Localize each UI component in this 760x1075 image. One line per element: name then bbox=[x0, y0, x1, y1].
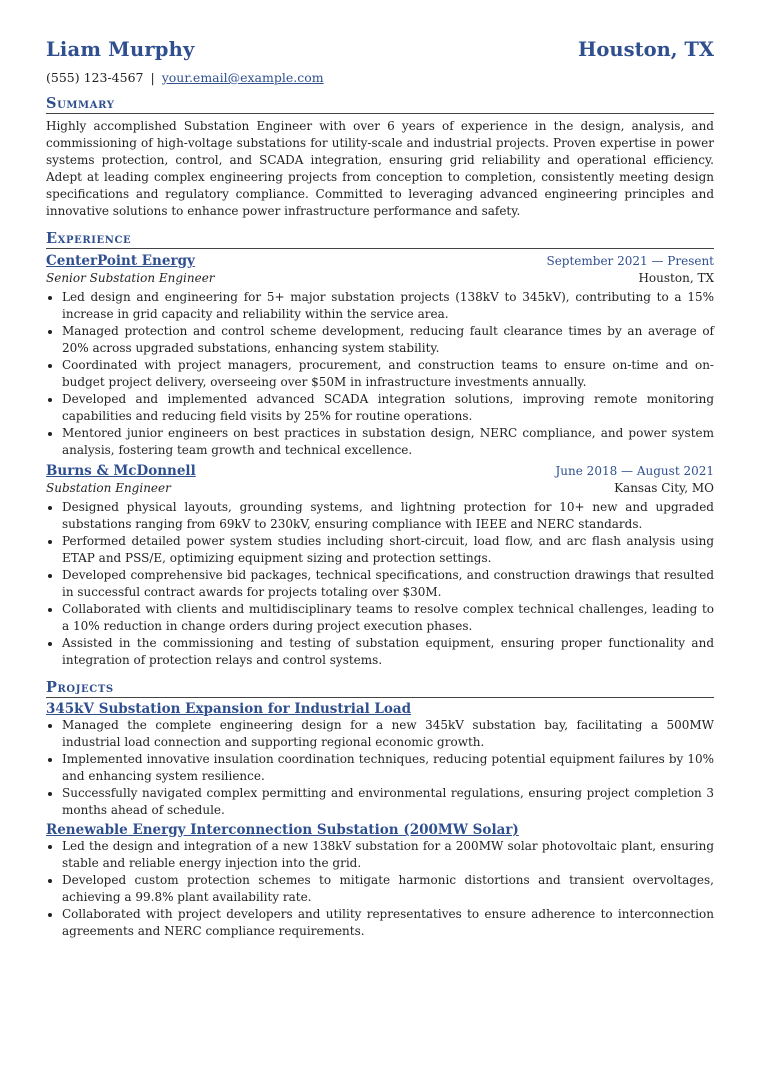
project-bullets bbox=[46, 717, 714, 819]
project-entry bbox=[46, 822, 714, 940]
summary-heading: Summary bbox=[46, 95, 714, 114]
projects-heading: Projects bbox=[46, 679, 714, 698]
bullet-item: • Developed and implemented advanced SCADA integration solutions, improving remote monitoring capabilities and reducing field visits by 25% for routine operations. bbox=[62, 391, 714, 425]
company-name[interactable]: CenterPoint Energy bbox=[46, 253, 195, 269]
bullet-item: • Developed custom protection schemes to mitigate harmonic distortions and transient overvoltages, achieving a 99.8% plant availability rate. bbox=[62, 872, 714, 906]
job-dates: September 2021 — Present bbox=[546, 254, 714, 268]
bullet-item: • Managed protection and control scheme development, reducing fault clearance times by an average of 20% across upgraded substations, enhancing system stability. bbox=[62, 323, 714, 357]
bullet-item: • Performed detailed power system studies including short-circuit, load flow, and arc flash analysis using ETAP and PSS/E, optimizing equipment sizing and protection settings. bbox=[62, 533, 714, 567]
project-entry bbox=[46, 701, 714, 819]
candidate-location: Houston, TX bbox=[578, 38, 714, 61]
resume-header bbox=[46, 38, 714, 61]
job-entry bbox=[46, 463, 714, 669]
job-title: Senior Substation Engineer bbox=[46, 271, 215, 285]
bullet-item: • Designed physical layouts, grounding systems, and lightning protection for 10+ new and upgraded substations ranging from 69kV to 230kV, ensuring compliance with IEEE and NERC standards. bbox=[62, 499, 714, 533]
bullet-item: • Implemented innovative insulation coordination techniques, reducing potential equipment failures by 10% and enhancing system resilience. bbox=[62, 751, 714, 785]
bullet-item: • Managed the complete engineering design for a new 345kV substation bay, facilitating a 500MW industrial load connection and supporting regional economic growth. bbox=[62, 717, 714, 751]
bullet-item: • Successfully navigated complex permitting and environmental regulations, ensuring project completion 3 months ahead of schedule. bbox=[62, 785, 714, 819]
job-dates: June 2018 — August 2021 bbox=[555, 464, 714, 478]
job-bullets bbox=[46, 499, 714, 669]
project-name[interactable]: Renewable Energy Interconnection Substation (200MW Solar) bbox=[46, 822, 519, 838]
bullet-item: • Led design and engineering for 5+ major substation projects (138kV to 345kV), contributing to a 15% increase in grid capacity and reliability within the service area. bbox=[62, 289, 714, 323]
job-location: Kansas City, MO bbox=[614, 481, 714, 495]
bullet-item: • Collaborated with clients and multidisciplinary teams to resolve complex technical challenges, leading to a 10% reduction in change orders during project execution phases. bbox=[62, 601, 714, 635]
company-name[interactable]: Burns & McDonnell bbox=[46, 463, 196, 479]
bullet-item: • Assisted in the commissioning and testing of substation equipment, ensuring proper functionality and integration of protection relays and control systems. bbox=[62, 635, 714, 669]
bullet-item: • Mentored junior engineers on best practices in substation design, NERC compliance, and power system analysis, fostering team growth and technical excellence. bbox=[62, 425, 714, 459]
job-bullets bbox=[46, 289, 714, 459]
summary-text: Highly accomplished Substation Engineer with over 6 years of experience in the design, analysis, and commissioning of high-voltage substations for utility-scale and industrial projects. Proven expertise in power systems protection, control, and SCADA integration, ensuring grid reliability and operational efficiency. Adept at leading complex engineering projects from conception to completion, consistently meeting design specifications and regulatory compliance. Committed to leveraging advanced engineering principles and innovative solutions to enhance power infrastructure performance and safety. bbox=[46, 119, 714, 218]
bullet-item: • Collaborated with project developers and utility representatives to ensure adherence to interconnection agreements and NERC compliance requirements. bbox=[62, 906, 714, 940]
bullet-item: • Coordinated with project managers, procurement, and construction teams to ensure on-time and on-budget project delivery, overseeing over $50M in infrastructure investments annually. bbox=[62, 357, 714, 391]
job-entry bbox=[46, 253, 714, 459]
bullet-item: • Led the design and integration of a new 138kV substation for a 200MW solar photovoltaic plant, ensuring stable and reliable energy injection into the grid. bbox=[62, 838, 714, 872]
candidate-name: Liam Murphy bbox=[46, 38, 195, 61]
experience-heading: Experience bbox=[46, 230, 714, 249]
email-link[interactable]: your.email@example.com bbox=[161, 70, 324, 85]
phone-number: (555) 123-4567 bbox=[46, 70, 144, 85]
contact-separator: | bbox=[150, 70, 155, 85]
project-bullets bbox=[46, 838, 714, 940]
job-title: Substation Engineer bbox=[46, 481, 171, 495]
project-name[interactable]: 345kV Substation Expansion for Industrial Load bbox=[46, 701, 412, 717]
bullet-item: • Developed comprehensive bid packages, technical specifications, and construction drawings that resulted in successful contract awards for projects totaling over $30M. bbox=[62, 567, 714, 601]
contact-line bbox=[46, 70, 714, 85]
job-location: Houston, TX bbox=[638, 271, 714, 285]
